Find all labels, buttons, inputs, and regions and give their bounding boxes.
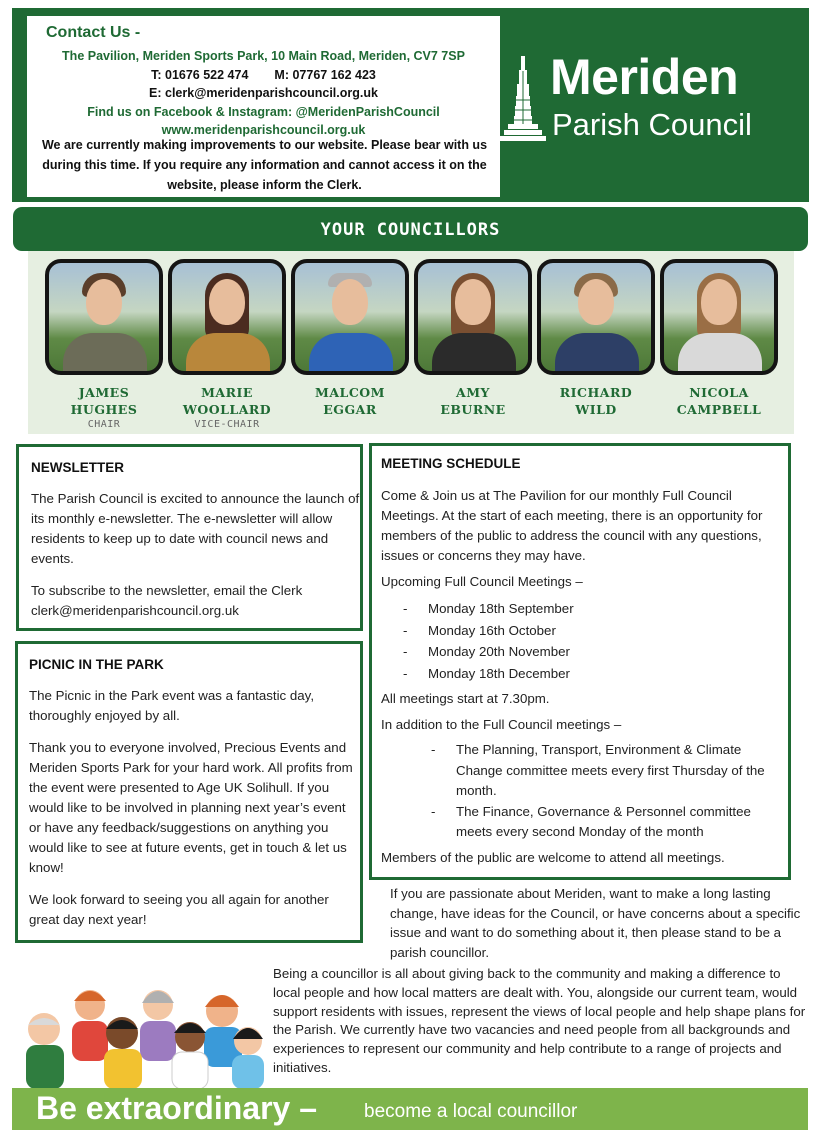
meeting-date-item: - Monday 20th November	[428, 641, 574, 663]
newsletter-title: NEWSLETTER	[31, 460, 124, 475]
picnic-box	[15, 641, 363, 943]
committee-meetings-label: In addition to the Full Council meetings –	[381, 717, 622, 732]
committee-list	[456, 740, 781, 843]
tower-logo-icon	[498, 56, 548, 146]
parish-council-logo	[498, 49, 798, 152]
councillor-name: MARIE WOOLLARD	[182, 385, 272, 417]
councillors-heading-bar	[13, 207, 808, 251]
councillor-card	[168, 259, 286, 430]
councillor-card	[537, 259, 655, 419]
logo-name: Meriden	[550, 49, 739, 105]
meeting-date-item: - Monday 18th December	[428, 663, 574, 685]
contact-title: Contact Us -	[46, 24, 141, 41]
picnic-text-1: The Picnic in the Park event was a fantastic day, thoroughly enjoyed by all.	[29, 688, 315, 723]
councillor-name: RICHARD WILD	[559, 385, 633, 417]
meeting-schedule-title: MEETING SCHEDULE	[381, 456, 521, 471]
meeting-start-time: All meetings start at 7.30pm.	[381, 691, 550, 706]
contact-phone: T: 01676 522 474	[151, 67, 249, 82]
councillor-name: AMY EBURNE	[440, 385, 506, 417]
contact-details	[27, 47, 500, 140]
councillor-card	[291, 259, 409, 419]
picnic-text-3: We look forward to seeing you all again for another great day next year!	[29, 892, 329, 927]
councillor-name: MALCOM EGGAR	[315, 385, 385, 417]
meeting-date-item: - Monday 16th October	[428, 620, 574, 642]
meeting-date-item: - Monday 18th September	[428, 598, 574, 620]
councillor-card	[660, 259, 778, 419]
newsletter-text: The Parish Council is excited to announce the launch of its monthly e-newsletter. The e-newsletter will allow residents to keep up to date with council news and events.	[31, 491, 360, 566]
newsletter-subscribe-text: To subscribe to the newsletter, email the Clerk clerk@meridenparishcouncil.org.uk	[31, 583, 303, 618]
footer-banner	[12, 1088, 808, 1130]
councillor-card	[45, 259, 163, 430]
councillor-name: JAMES HUGHES	[70, 385, 138, 417]
councillor-photo	[45, 259, 163, 375]
meeting-schedule-box	[369, 443, 791, 880]
councillor-role: VICE-CHAIR	[194, 419, 260, 430]
website-notice: We are currently making improvements to our website. Please bear with us during this time. If you require any information and cannot access it on the website, please inform the Clerk.	[41, 138, 488, 192]
councillor-photo	[168, 259, 286, 375]
councillors-heading: YOUR COUNCILLORS	[320, 220, 501, 240]
upcoming-meetings-label: Upcoming Full Council Meetings –	[381, 574, 583, 589]
councillor-card	[414, 259, 532, 419]
logo-subtitle: Parish Council	[552, 107, 752, 142]
picnic-text-2: Thank you to everyone involved, Precious Events and Meriden Sports Park for your hard work. All profits from the event were presented to Age UK Solihull. If you would like to be involved in planning next year’s event or have any feedback/suggestions on anything you would like to see at future events, get in touch & let us know!	[29, 740, 353, 875]
footer-tagline: become a local councillor	[364, 1101, 578, 1122]
contact-mobile: M: 07767 162 423	[274, 67, 376, 82]
recruit-passionate-text: If you are passionate about Meriden, want to make a long lasting change, have ideas for the Council, or have concerns about a specific issue and want to do something about it, then please stand to be a parish councillor.	[390, 886, 801, 960]
committee-item: - The Planning, Transport, Environment & Climate Change committee meets every first Thursday of the month.	[456, 740, 781, 802]
councillor-role: CHAIR	[87, 419, 121, 430]
newsletter-box	[16, 444, 363, 631]
councillor-name: NICOLA CAMPBELL	[676, 385, 762, 417]
recruit-councillor-text: Being a councillor is all about giving back to the community and making a difference to local people and how local matters are dealt with. You, alongside our current team, would support residents with issues, represent the views of local people and help shape plans for the Parish. We currently have two vacancies and need people from all backgrounds and experiences to represent our community and help contribute to a range of projects and initiatives.	[273, 966, 806, 1075]
picnic-title: PICNIC IN THE PARK	[29, 657, 164, 672]
diverse-people-illustration	[12, 985, 264, 1089]
councillor-photo	[660, 259, 778, 375]
meeting-dates-list	[428, 598, 574, 684]
contact-address: The Pavilion, Meriden Sports Park, 10 Main Road, Meriden, CV7 7SP	[62, 49, 465, 63]
public-welcome-text: Members of the public are welcome to attend all meetings.	[381, 850, 725, 865]
contact-website[interactable]: www.meridenparishcouncil.org.uk	[161, 123, 366, 137]
councillor-photo	[291, 259, 409, 375]
councillor-photo	[414, 259, 532, 375]
meeting-intro: Come & Join us at The Pavilion for our monthly Full Council Meetings. At the start of each meeting, there is an opportunity for members of the public to address the council with any questions, issues or concerns they may have.	[381, 488, 763, 563]
header-banner	[12, 8, 809, 202]
committee-item: - The Finance, Governance & Personnel committee meets every second Monday of the month	[456, 802, 781, 843]
contact-phones	[27, 66, 500, 85]
footer-headline: Be extraordinary –	[36, 1090, 318, 1126]
contact-email[interactable]: E: clerk@meridenparishcouncil.org.uk	[149, 86, 378, 100]
contact-box	[26, 15, 501, 198]
councillor-photo	[537, 259, 655, 375]
contact-social: Find us on Facebook & Instagram: @MeridenParishCouncil	[87, 104, 440, 119]
